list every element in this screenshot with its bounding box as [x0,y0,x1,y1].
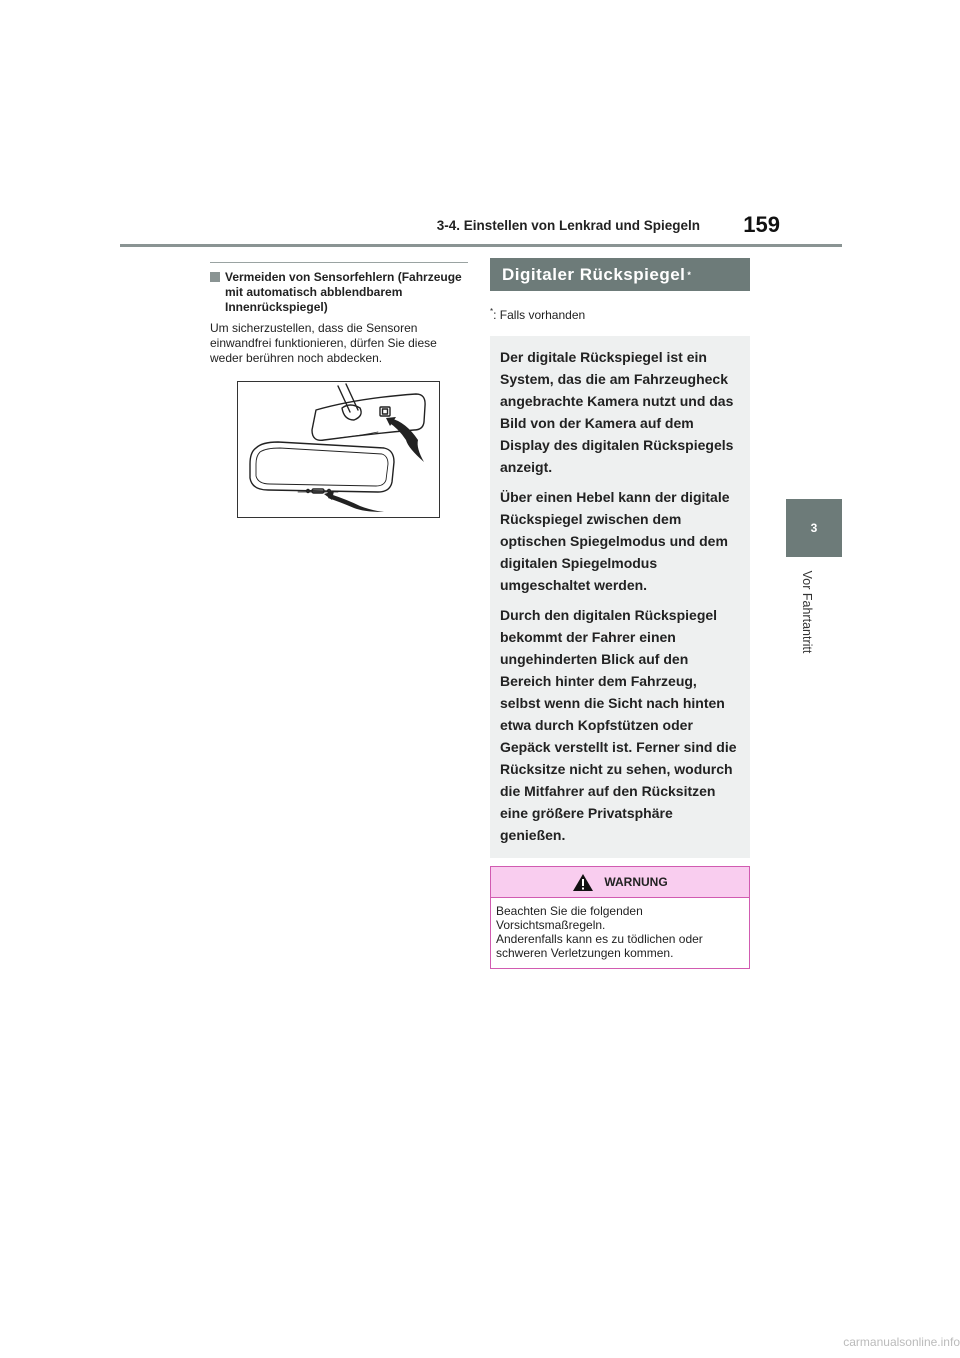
warning-line: Anderenfalls kann es zu tödlichen oder schweren Verletzungen kommen. [496,932,703,960]
warning-title: WARNUNG [604,875,668,889]
warning-box [490,866,750,969]
warning-body [491,898,749,968]
footnote-mark: * [490,307,494,316]
sensor-section-heading [210,270,468,315]
section-title: 3-4. Einstellen von Lenkrad und Spiegeln [436,218,700,233]
intro-paragraph: Der digitale Rückspiegel ist ein System, das die am Fahrzeugheck angebrachte Kamera nutzt und das Bild von der Kamera auf dem Display des digitalen Rückspiegels anzeigt. [500,349,734,475]
sensor-section-body: Um sicherzustellen, dass die Sensoren einwandfrei funktionieren, dürfen Sie diese weder berühren noch abdecken. [210,321,437,365]
intro-paragraph: Über einen Hebel kann der digitale Rückspiegel zwischen dem optischen Spiegelmodus und dem digitalen Spiegelmodus umgeschaltet werden. [500,489,730,593]
digital-mirror-title [490,258,750,291]
chapter-tab [786,499,842,557]
section-divider [210,262,468,263]
sensor-heading-text: Vermeiden von Sensorfehlern (Fahrzeuge mit automatisch abblendbarem Innenrückspiegel) [225,270,462,314]
intro-paragraph: Durch den digitalen Rückspiegel bekommt der Fahrer einen ungehinderten Blick auf den Bereich hinter dem Fahrzeug, selbst wenn die Sicht nach hinten etwa durch Kopfstützen oder Gepäck verstellt ist. Ferner sind die Rücksitze nicht zu sehen, wodurch die Mitfahrer auf den Rücksitzen eine größere Privatsphäre genießen. [500,607,737,843]
digital-mirror-title-text: Digitaler Rückspiegel [502,264,686,284]
warning-header [491,867,749,898]
chapter-number: 3 [810,521,818,535]
intro-box [490,336,750,858]
warning-triangle-icon [572,873,594,892]
digital-mirror-section [490,258,750,969]
footnote [490,307,750,322]
page-number: 159 [743,212,780,237]
chapter-label: Vor Fahrtantritt [800,570,814,654]
footnote-text: : Falls vorhanden [493,308,586,322]
watermark: carmanualsonline.info [843,1335,960,1349]
title-footnote-mark: * [687,269,692,280]
header-rule [120,244,842,247]
mirror-illustration [237,381,440,518]
warning-line: Beachten Sie die folgenden Vorsichtsmaßregeln. [496,904,643,932]
square-bullet-icon [210,272,220,282]
rearview-mirror-icon [238,382,439,517]
sensor-section [210,262,468,366]
